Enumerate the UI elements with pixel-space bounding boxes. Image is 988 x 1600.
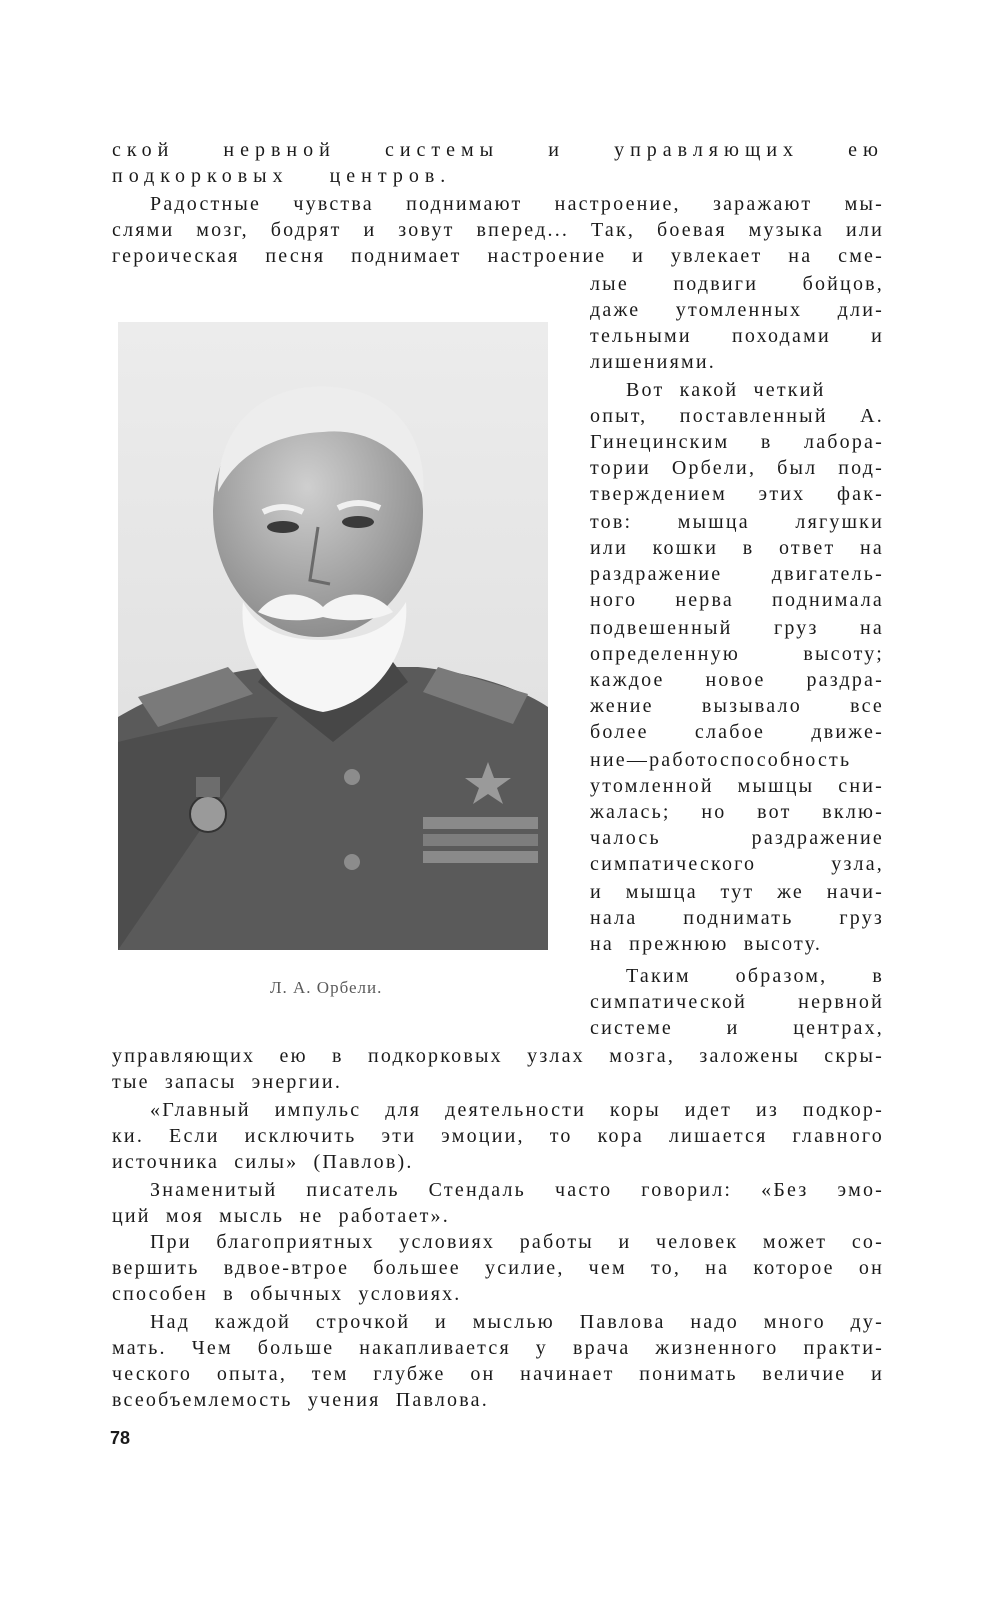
text-line: даже утомленных дли- <box>590 299 884 321</box>
text-line: лые подвиги бойцов, <box>590 273 884 295</box>
text-line: тории Орбели, был под- <box>590 457 884 479</box>
text-line: лишениями. <box>590 351 716 373</box>
text-line: чалось раздражение <box>590 827 884 849</box>
text-line: тые запасы энергии. <box>112 1071 343 1093</box>
text-line: симпатического узла, <box>590 853 884 875</box>
text-line: Таким образом, в <box>626 965 884 987</box>
figure-caption: Л. А. Орбели. <box>270 978 383 997</box>
text-line: ской нервной системы и управляющих ею <box>112 139 884 161</box>
text-line: системе и центрах, <box>590 1017 884 1039</box>
text-line: ки. Если исключить эти эмоции, то кора лишается главного <box>112 1125 884 1147</box>
text-line: ческого опыта, тем глубже он начинает понимать величие и <box>112 1363 884 1385</box>
text-line: симпатической нервной <box>590 991 884 1013</box>
text-line: управляющих ею в подкорковых узлах мозга, заложены скры- <box>112 1045 884 1067</box>
text-line: ций моя мысль не работает». <box>112 1205 450 1227</box>
text-line: Радостные чувства поднимают настроение, заражают мы- <box>150 193 884 215</box>
text-line: Гинецинским в лабора- <box>590 431 884 453</box>
text-line: источника силы» (Павлов). <box>112 1151 414 1173</box>
text-line: ного нерва поднимала <box>590 589 884 611</box>
text-line: или кошки в ответ на <box>590 537 884 559</box>
text-line: определенную высоту; <box>590 643 884 665</box>
page-number: 78 <box>110 1428 131 1448</box>
text-line: вершить вдвое-втрое большее усилие, чем то, на которое он <box>112 1257 884 1279</box>
text-line: подкорковых центров. <box>112 165 452 187</box>
text-line: героическая песня поднимает настроение и увлекает на сме- <box>112 245 884 267</box>
text-line: Над каждой строчкой и мыслью Павлова надо много ду- <box>150 1311 884 1333</box>
text-line: Знаменитый писатель Стендаль часто говорил: «Без эмо- <box>150 1179 884 1201</box>
text-line: тверждением этих фак- <box>590 483 884 505</box>
text-line: более слабое движе- <box>590 721 884 743</box>
text-line: слями мозг, бодрят и зовут вперед... Так, боевая музыка или <box>112 219 884 241</box>
text-line: мать. Чем больше накапливается у врача жизненного практи- <box>112 1337 884 1359</box>
text-line: на прежнюю высоту. <box>590 933 823 955</box>
text-line: способен в обычных условиях. <box>112 1283 462 1305</box>
text-line: каждое новое раздра- <box>590 669 884 691</box>
text-line: подвешенный груз на <box>590 617 884 639</box>
text-line: опыт, поставленный А. <box>590 405 884 427</box>
text-line: тельными походами и <box>590 325 884 347</box>
text-line: жалась; но вот вклю- <box>590 801 884 823</box>
text-line: При благоприятных условиях работы и человек может со- <box>150 1231 884 1253</box>
text-line: Вот какой четкий <box>626 379 826 401</box>
text-line: всеобъемлемость учения Павлова. <box>112 1389 489 1411</box>
portrait-photo <box>118 322 548 950</box>
text-line: тов: мышца лягушки <box>590 511 884 533</box>
text-line: «Главный импульс для деятельности коры идет из подкор- <box>150 1099 884 1121</box>
text-line: ние—работоспособность <box>590 749 852 771</box>
text-line: и мышца тут же начи- <box>590 881 884 903</box>
text-line: раздражение двигатель- <box>590 563 884 585</box>
text-line: утомленной мышцы сни- <box>590 775 884 797</box>
text-line: нала поднимать груз <box>590 907 884 929</box>
text-line: жение вызывало все <box>590 695 884 717</box>
